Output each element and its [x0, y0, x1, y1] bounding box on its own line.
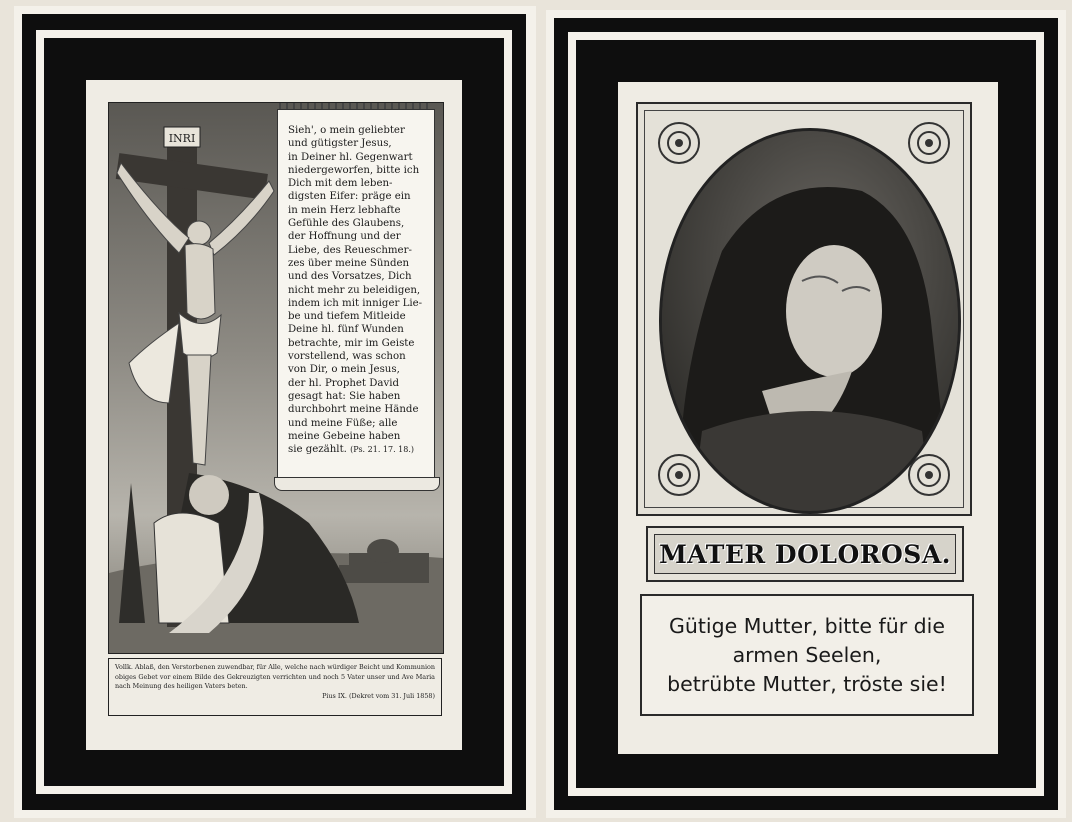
prayer-line: und des Vorsatzes, Dich	[288, 271, 412, 283]
prayer-line: digsten Eifer: präge ein	[288, 191, 411, 203]
prayer-line: und meine Füße; alle	[288, 417, 398, 429]
prayer-line: in Deiner hl. Gegenwart	[288, 151, 413, 163]
prayer-line: meine Gebeine haben	[288, 430, 401, 442]
indulgence-note	[108, 658, 442, 716]
prayer-line: Liebe, des Reueschmer-	[288, 244, 412, 256]
prayer-verse	[640, 594, 974, 716]
mater-dolorosa-portrait	[659, 128, 961, 514]
card-title: MATER DOLOROSA.	[659, 539, 951, 569]
prayer-line: sie gezählt.	[288, 444, 347, 456]
verse-line: armen Seelen,	[732, 642, 882, 667]
right-memorial-card	[546, 10, 1066, 818]
prayer-line: Sieh', o mein geliebter	[288, 125, 405, 136]
prayer-reference: (Ps. 21. 17. 18.)	[350, 445, 415, 455]
inri-plaque: INRI	[168, 132, 196, 145]
prayer-line: zes über meine Sünden	[288, 257, 410, 269]
prayer-line: Gefühle des Glaubens,	[288, 218, 405, 230]
prayer-line: der hl. Prophet David	[288, 377, 400, 389]
title-plate	[646, 526, 964, 582]
prayer-line: Dich mit dem leben-	[288, 178, 393, 190]
prayer-line: be und tiefem Mitleide	[288, 311, 406, 323]
prayer-line: niedergeworfen, bitte ich	[288, 164, 420, 176]
prayer-line: vorstellend, was schon	[288, 351, 406, 363]
verse-line: betrübte Mutter, tröste sie!	[667, 671, 947, 696]
prayer-line: betrachte, mir im Geiste	[288, 337, 415, 349]
prayer-scroll	[277, 109, 435, 479]
indulgence-text: Vollk. Ablaß, den Verstorbenen zuwendbar, für Alle, welche nach würdiger Beicht und Kommunion obiges Gebet vor einem Bilde des Gekreuzigten verrichten und noch 5 Vater unser und Ave Maria nach Meinung des heiligen Vaters beten.	[115, 663, 435, 690]
prayer-line: von Dir, o mein Jesus,	[288, 364, 400, 376]
prayer-line: nicht mehr zu beleidigen,	[288, 284, 421, 296]
right-card-paper	[618, 82, 998, 754]
prayer-text	[288, 124, 424, 456]
scroll-bottom-curl	[274, 477, 440, 491]
left-memorial-card	[14, 6, 536, 818]
prayer-line: durchbohrt meine Hände	[288, 404, 419, 416]
prayer-line: Deine hl. fünf Wunden	[288, 324, 404, 336]
ornamental-frame	[636, 102, 972, 516]
left-card-paper	[86, 80, 462, 750]
prayer-line: und gütigster Jesus,	[288, 138, 392, 150]
prayer-line: gesagt hat: Sie haben	[288, 390, 401, 402]
crucifixion-illustration	[108, 102, 444, 654]
portrait-drawing	[662, 131, 958, 511]
prayer-line: indem ich mit inniger Lie-	[288, 297, 423, 309]
prayer-line: in mein Herz lebhafte	[288, 204, 401, 216]
prayer-line: der Hoffnung und der	[288, 231, 401, 243]
indulgence-signature: Pius IX. (Dekret vom 31. Juli 1858)	[322, 691, 435, 700]
verse-line: Gütige Mutter, bitte für die	[669, 613, 945, 638]
